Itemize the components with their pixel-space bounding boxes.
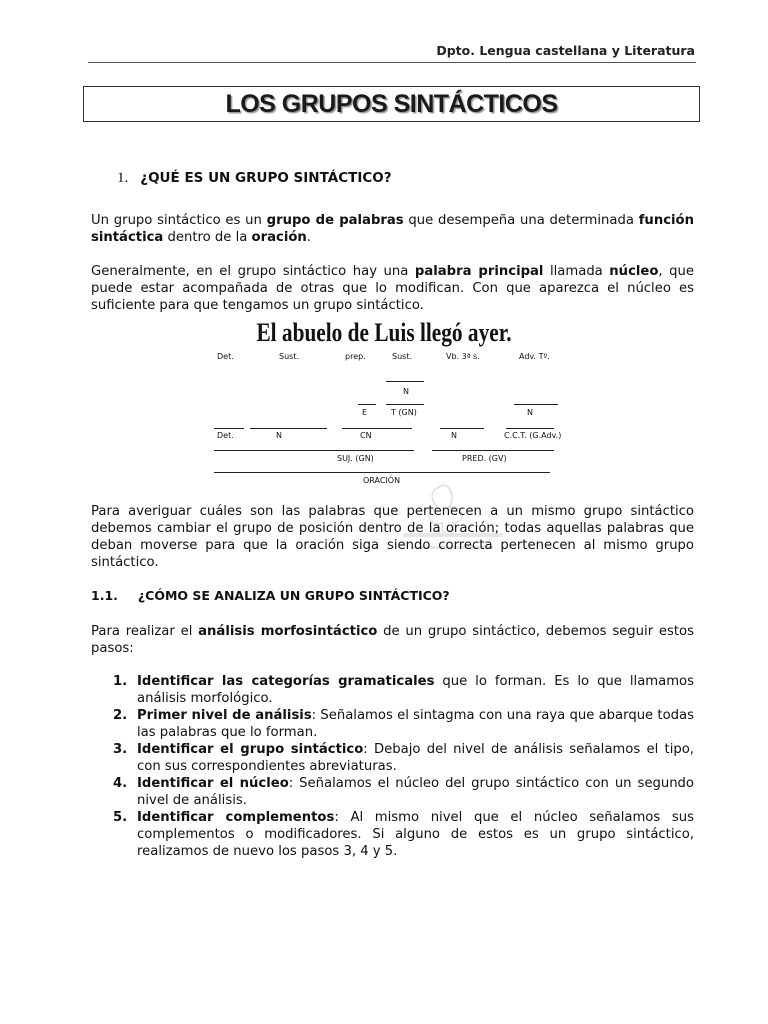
p2-bold-2: núcleo	[609, 264, 659, 279]
step-title: Primer nivel de análisis	[137, 708, 312, 723]
step-text: : Al mismo nivel que el núcleo señalamos sus complementos o modificadores. Si alguno de estos es un grupo sintáctico, realizamos de nuevo los pasos 3, 4 y 5.	[137, 810, 694, 859]
p2-bold-1: palabra principal	[414, 264, 544, 279]
step-title: Identificar el núcleo	[137, 776, 289, 791]
label-sentence: ORACIÓN	[363, 476, 401, 485]
analysis-line-sentence	[214, 472, 550, 473]
morph-verb: Vb. 3ª s.	[446, 352, 480, 361]
section-1-number: 1.	[117, 170, 129, 186]
analysis-line-abuelo	[250, 428, 327, 429]
analysis-line-prep	[358, 404, 376, 405]
title-box	[83, 86, 700, 122]
p1-text-4: .	[306, 230, 311, 245]
page-title: LOS GRUPOS SINTÁCTICOS	[225, 89, 558, 118]
header-rule	[88, 62, 696, 63]
step-title: Identificar el grupo sintáctico	[137, 742, 364, 757]
morph-adv: Adv. Tº.	[519, 352, 550, 361]
label-n-abuelo: N	[276, 431, 282, 440]
section-1-1-number: 1.1.	[91, 588, 118, 603]
morph-prep: prep.	[345, 352, 366, 361]
list-item	[113, 775, 694, 809]
p4-text-2: de un grupo sintáctico, debemos seguir estos pasos:	[91, 624, 694, 656]
step-title: Identificar complementos	[137, 810, 335, 825]
step-text: : Señalamos el núcleo del grupo sintáctico con un segundo nivel de análisis.	[137, 776, 694, 808]
p1-bold-2: función sintáctica	[91, 213, 694, 245]
label-n-luis: N	[403, 387, 409, 396]
morph-sust-2: Sust.	[392, 352, 412, 361]
label-n-ayer: N	[527, 408, 533, 417]
list-item	[113, 707, 694, 741]
analysis-line-luis-2	[386, 404, 424, 405]
paragraph-nucleus	[91, 263, 694, 314]
section-1-heading	[117, 170, 392, 187]
section-1-1-heading	[91, 588, 450, 603]
p4-text-1: Para realizar el	[91, 624, 199, 639]
p1-bold-3: oración	[251, 230, 307, 245]
p1-bold-1: grupo de palabras	[266, 213, 404, 228]
p1-text-1: Un grupo sintáctico es un	[91, 213, 267, 228]
analysis-line-ayer-2	[506, 428, 554, 429]
label-e: E	[362, 408, 368, 417]
analysis-line-subject	[214, 450, 414, 451]
step-number: 2.	[113, 708, 128, 723]
analysis-line-llego	[440, 428, 484, 429]
analysis-line-det	[214, 428, 244, 429]
step-number: 3.	[113, 742, 128, 757]
p1-text-3: dentro de la	[163, 230, 252, 245]
department-header: Dpto. Lengua castellana y Literatura	[436, 43, 695, 58]
label-cct: C.C.T. (G.Adv.)	[504, 431, 562, 440]
step-text: : Señalamos el sintagma con una raya que abarque todas las palabras que lo forman.	[137, 708, 694, 740]
list-item	[113, 741, 694, 775]
example-sentence: El abuelo de Luis llegó ayer.	[256, 318, 512, 347]
step-number: 5.	[113, 810, 128, 825]
p2-text-3: , que puede estar acompañada de otras que lo modifican. Con que aparezca el núcleo es suficiente para que tengamos un grupo sintáctico.	[91, 264, 694, 313]
label-n-llego: N	[451, 431, 457, 440]
analysis-steps-list	[113, 673, 694, 860]
analysis-line-ayer-1	[514, 404, 558, 405]
morph-sust-1: Sust.	[279, 352, 299, 361]
paragraph-movement-test: Para averiguar cuáles son las palabras que pertenecen a un mismo grupo sintáctico debemos cambiar el grupo de posición dentro de la oración; todas aquellas palabras que deban moverse para que la oración siga siendo correcta pertenecen al mismo grupo sintáctico.	[91, 504, 694, 570]
label-predicate: PRED. (GV)	[462, 454, 507, 463]
p4-bold-1: análisis morfosintáctico	[198, 624, 378, 639]
label-t-gn: T (GN)	[391, 408, 417, 417]
p1-text-2: que desempeña una determinada	[403, 213, 639, 228]
analysis-line-luis-1	[386, 381, 424, 382]
step-number: 1.	[113, 674, 128, 689]
morph-det: Det.	[217, 352, 234, 361]
analysis-line-predicate	[432, 450, 554, 451]
label-cn: CN	[360, 431, 372, 440]
list-item	[113, 673, 694, 707]
paragraph-analysis-intro	[91, 623, 694, 657]
section-1-title: ¿QUÉ ES UN GRUPO SINTÁCTICO?	[140, 170, 392, 186]
label-subject: SUJ. (GN)	[337, 454, 374, 463]
section-1-1-title: ¿CÓMO SE ANALIZA UN GRUPO SINTÁCTICO?	[137, 588, 450, 603]
label-det: Det.	[217, 431, 234, 440]
p2-text-2: llamada	[543, 264, 610, 279]
analysis-line-cn	[342, 428, 412, 429]
list-item	[113, 809, 694, 860]
p2-text-1: Generalmente, en el grupo sintáctico hay una	[91, 264, 415, 279]
paragraph-definition	[91, 212, 694, 246]
step-text: que lo forman. Es lo que llamamos análisis morfológico.	[137, 674, 694, 706]
step-text: : Debajo del nivel de análisis señalamos el tipo, con sus correspondientes abreviaturas.	[137, 742, 694, 774]
step-number: 4.	[113, 776, 128, 791]
step-title: Identificar las categorías gramaticales	[137, 674, 435, 689]
